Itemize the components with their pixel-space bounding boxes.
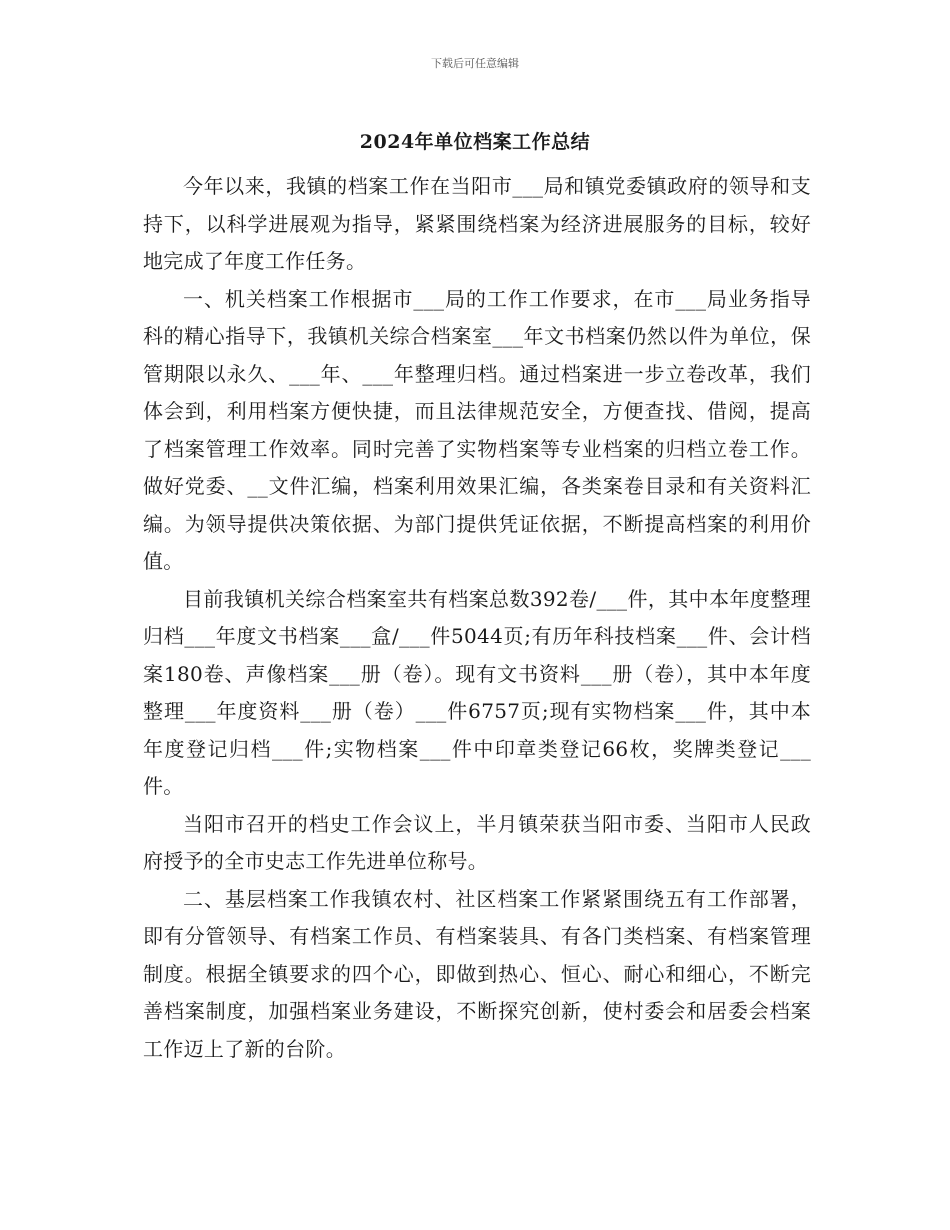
document-title: 2024年单位档案工作总结 <box>359 131 591 153</box>
paragraph-grassroots-archives: 二、基层档案工作我镇农村、社区档案工作紧紧围绕五有工作部署，即有分管领导、有档案工作员、有档案装具、有各门类档案、有档案管理制度。根据全镇要求的四个心，即做到热心、恒心、耐心和细心，不断完善档案制度，加强档案业务建设，不断探究创新，使村委会和居委会档案工作迈上了新的台阶。 <box>143 886 811 1061</box>
paragraph-archive-statistics: 目前我镇机关综合档案室共有档案总数392卷/___件，其中本年度整理归档___年度文书档案___盒/___件5044页;有历年科技档案___件、会计档案180卷、声像档案___册（卷）。现有文书资料___册（卷），其中本年度整理___年度资料___册（卷）___件6757页;现有实物档案___件，其中本年度登记归档___件;实物档案___件中印章类登记66枚，奖牌类登记___件。 <box>143 586 811 798</box>
paragraph-intro: 今年以来，我镇的档案工作在当阳市___局和镇党委镇政府的领导和支持下，以科学进展观为指导，紧紧围绕档案为经济进展服务的目标，较好地完成了年度工作任务。 <box>143 174 811 273</box>
header-note: 下载后可任意编辑 <box>431 57 519 70</box>
paragraph-award: 当阳市召开的档史工作会议上，半月镇荣获当阳市委、当阳市人民政府授予的全市史志工作先进单位称号。 <box>143 811 811 873</box>
paragraph-agency-archives: 一、机关档案工作根据市___局的工作工作要求，在市___局业务指导科的精心指导下，我镇机关综合档案室___年文书档案仍然以件为单位，保管期限以永久、___年、___年整理归档。通过档案进一步立卷改革，我们体会到，利用档案方便快捷，而且法律规范安全，方便查找、借阅，提高了档案管理工作效率。同时完善了实物档案等专业档案的归档立卷工作。做好党委、__文件汇编，档案利用效果汇编，各类案卷目录和有关资料汇编。为领导提供决策依据、为部门提供凭证依据，不断提高档案的利用价值。 <box>143 286 811 573</box>
document-body <box>143 168 811 1068</box>
